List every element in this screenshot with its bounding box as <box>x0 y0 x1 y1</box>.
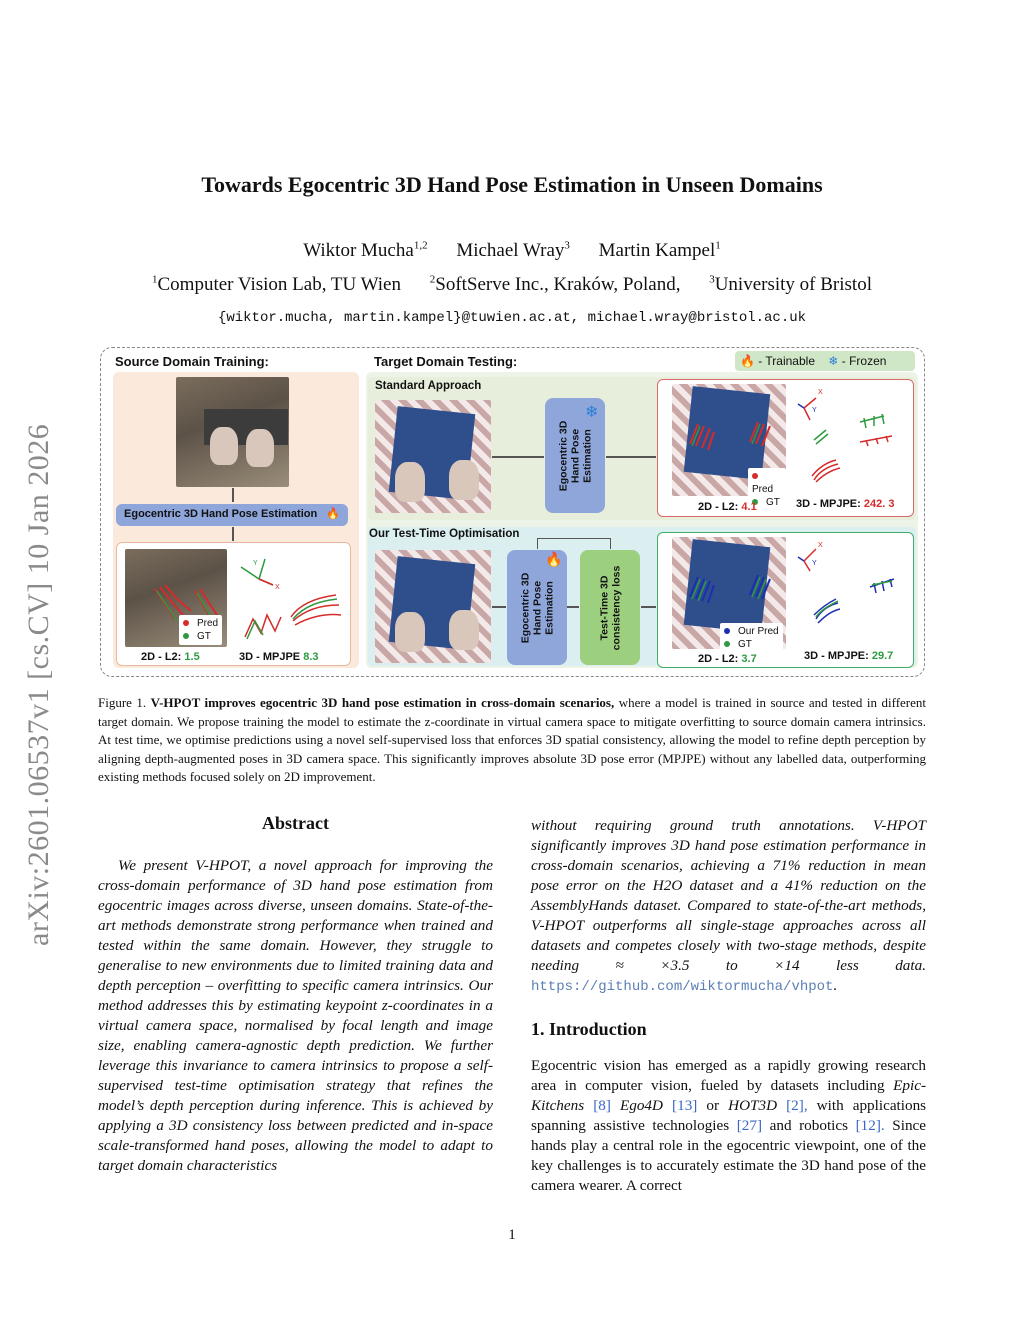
axis-x-label: X <box>818 542 823 549</box>
affiliation: $^3$University of Bristol <box>709 274 872 296</box>
intro-text: with applications spanning assistive technologies <box>531 1097 927 1134</box>
citation-link[interactable]: [2], <box>786 1097 808 1114</box>
feedback-arrow <box>537 538 611 549</box>
arrow-down <box>232 527 234 541</box>
page-number: 1 <box>508 1227 516 1243</box>
hand-image <box>395 612 425 652</box>
github-link[interactable]: https://github.com/wiktormucha/vhpot <box>531 979 834 995</box>
ourpred-gt-legend <box>720 623 783 653</box>
metric-label: 2D - L2: <box>141 651 182 663</box>
ours-pred-image <box>672 537 786 649</box>
legend-gt: GT <box>197 631 211 642</box>
metric-value: 29.7 <box>871 650 894 662</box>
axis-x-label: X <box>818 389 823 396</box>
citation-link[interactable]: [12]. <box>855 1117 885 1134</box>
axis-y-label: Y <box>253 560 258 567</box>
gt-dot-icon <box>183 633 189 639</box>
legend-our-pred: Our Pred <box>738 626 779 637</box>
hpe-module-label: Egocentric 3D Hand Pose Estimation <box>519 572 556 643</box>
source-desk-image <box>176 377 289 487</box>
hand-image <box>449 610 479 650</box>
hand-image <box>449 460 479 500</box>
hand-image <box>395 462 425 502</box>
flame-icon: 🔥 <box>545 553 563 568</box>
intro-text: and robotics <box>769 1117 849 1134</box>
snowflake-icon: ❄ <box>828 354 839 368</box>
trainable-frozen-legend <box>735 351 915 371</box>
pred-dot-icon <box>183 620 189 626</box>
axis-y-label: Y <box>812 407 817 414</box>
abstract-body: We present V-HPOT, a novel approach for improving the cross-domain performance of 3D hand pose estimation from egocentric images across diverse, unseen domains. State-of-the-art methods demonstrate strong performance when trained and tested within the same domain. However, they struggle to generalise to new environments due to limited training data and depth perception – overfitting to specific camera intrinsics. Our method addresses this by estimating keypoint z-coordinates in a virtual camera space, normalised by focal length and image size, enabling camera-agnostic depth prediction. We further leverage this invariance to camera intrinsics to propose a self-supervised test-time optimisation strategy that refines the model’s depth perception during inference. This is achieved by applying a 3D consistency loss between predicted and in-space scale-transformed hand poses, allowing the model to adapt to target domain characteristics <box>98 857 493 1174</box>
source-2d-metric <box>141 651 200 663</box>
arrow-right <box>492 606 506 608</box>
affiliation-list <box>0 274 1024 296</box>
author-list <box>0 240 1024 262</box>
arrow-right <box>492 456 544 458</box>
hand-image <box>210 427 238 465</box>
caption-bold: V-HPOT improves egocentric 3D hand pose estimation in cross-domain scenarios, <box>150 695 615 710</box>
legend-frozen: - Frozen <box>841 354 887 368</box>
affiliation: $^2$SoftServe Inc., Kraków, Poland, <box>429 274 681 296</box>
abstract-continuation: without requiring ground truth annotations. V-HPOT significantly improves 3D hand pose estimation performance in cross-domain scenarios, achieving a 71% reduction in mean pose error on the H2O dataset and a 41% reduction on the AssemblyHands dataset. Compared to state-of-the-art methods, V-HPOT outperforms all single-stage approaches across all datasets and competes closely with two-stage methods, despite needing ≈ ×3.5 to ×14 less data. https://github.com/wiktormucha/vhpot. <box>531 817 926 995</box>
caption-label: Figure 1. <box>98 695 147 710</box>
axis-x-label: X <box>275 584 280 591</box>
source-hpe-label: Egocentric 3D Hand Pose Estimation <box>124 508 318 520</box>
metric-value: 8.3 <box>303 651 319 663</box>
ours-label: Our Test-Time Optimisation <box>369 528 520 540</box>
legend-pred: Pred <box>752 484 774 495</box>
standard-2d-metric <box>698 501 757 513</box>
figure-caption <box>98 694 926 787</box>
arrow-right <box>606 456 656 458</box>
standard-input-image <box>375 400 491 513</box>
intro-paragraph <box>531 1056 926 1196</box>
citation-link[interactable]: [27] <box>736 1117 763 1134</box>
caption-text: where a model is trained in source and tested in different target domain. We propose training the model to estimate the z-coordinate in virtual camera space to mitigate overfitting to source domain camera intrinsics. At test time, we optimise predictions using a novel self-supervised loss that enforces 3D spatial consistency, allowing the model to refine depth perception by aligning depth-augmented poses in 3D camera space. This significantly improves absolute 3D pose error (MPJPE) without any labelled data, outperforming existing methods focused solely on 2D improvement. <box>98 695 927 784</box>
standard-3d-metric <box>796 498 894 510</box>
metric-value: 4.1 <box>741 501 757 513</box>
intro-text: Since hands play a central role in the egocentric viewpoint, one of the key challenges is to accurately estimate the 3D hand pose of the camera wearer. A correct <box>531 1117 927 1194</box>
author: Martin Kampel$^1$ <box>598 240 721 262</box>
axis-y-label: Y <box>812 560 817 567</box>
standard-3d-pose-plot <box>790 382 910 494</box>
flame-icon: 🔥 <box>326 508 340 520</box>
arrow-down <box>232 488 234 502</box>
metric-label: 3D - MPJPE <box>239 651 301 663</box>
ours-3d-pose-plot <box>790 535 910 643</box>
author-emails: {wiktor.mucha, martin.kampel}@tuwien.ac.at, michael.wray@bristol.ac.uk <box>217 310 807 326</box>
intro-text: Egocentric vision has emerged as a rapidly growing research area in computer vision, fueled by datasets including <box>531 1057 926 1094</box>
metric-label: 3D - MPJPE: <box>804 650 869 662</box>
metric-label: 3D - MPJPE: <box>796 498 861 510</box>
arxiv-stamp: arXiv:2601.06537v1 [cs.CV] 10 Jan 2026 <box>22 423 55 946</box>
metric-value: 1.5 <box>184 651 200 663</box>
metric-label: 2D - L2: <box>698 653 739 665</box>
intro-heading: 1. Introduction <box>531 1019 647 1039</box>
legend-gt: GT <box>738 639 752 650</box>
metric-value: 3.7 <box>741 653 757 665</box>
dataset-name: Ego4D <box>619 1097 663 1114</box>
author: Wiktor Mucha$^{1,2}$ <box>303 240 428 262</box>
citation-link[interactable]: [13] <box>672 1097 698 1114</box>
legend-pred: Pred <box>197 618 219 629</box>
source-pred-image <box>125 549 227 647</box>
arrow-right <box>641 606 656 608</box>
hpe-module-label: Egocentric 3D Hand Pose Estimation <box>557 420 594 491</box>
abstract-continuation-text: without requiring ground truth annotations. V-HPOT significantly improves 3D hand pose estimation performance in cross-domain scenarios, achieving a 71% reduction in mean pose error on the H2O dataset and a 41% reduction on the AssemblyHands dataset. Compared to state-of-the-art methods, V-HPOT outperforms all single-stage approaches across all datasets and competes closely with two-stage methods, despite needing ≈ ×3.5 to ×14 less data. <box>531 817 926 974</box>
dataset-name: HOT3D <box>728 1097 778 1114</box>
metric-label: 2D - L2: <box>698 501 739 513</box>
ours-result-box <box>657 532 914 668</box>
target-heading: Target Domain Testing: <box>374 354 518 369</box>
arrow-right <box>567 606 579 608</box>
source-result-box <box>116 542 351 666</box>
author: Michael Wray$^3$ <box>456 240 570 262</box>
dataset-name: Epic-Kitchens <box>531 1077 926 1114</box>
ours-input-image <box>375 550 491 663</box>
intro-text: or <box>706 1097 720 1114</box>
ours-2d-metric <box>698 653 757 665</box>
source-3d-pose-plot <box>231 547 349 647</box>
ours-3d-metric <box>804 650 893 662</box>
pred-gt-legend <box>179 615 222 645</box>
flame-icon: 🔥 <box>740 354 755 368</box>
abstract-heading: Abstract <box>262 813 329 833</box>
standard-result-box <box>657 379 914 517</box>
source-hpe-module <box>116 504 348 526</box>
gt-dot-icon <box>724 641 730 647</box>
source-heading: Source Domain Training: <box>115 354 269 369</box>
snowflake-icon: ❄ <box>585 404 599 421</box>
our-pred-dot-icon <box>724 628 730 634</box>
hand-image <box>246 429 274 467</box>
pred-dot-icon <box>752 473 758 479</box>
legend-trainable: - Trainable <box>758 354 815 368</box>
affiliation: $^1$Computer Vision Lab, TU Wien <box>152 274 401 296</box>
consistency-loss-module <box>580 550 640 665</box>
paper-title: Towards Egocentric 3D Hand Pose Estimation in Unseen Domains <box>201 172 823 197</box>
citation-link[interactable]: [8] <box>593 1097 611 1114</box>
consistency-loss-label: Test-Time 3D consistency loss <box>598 565 622 650</box>
standard-approach-label: Standard Approach <box>375 380 482 392</box>
source-3d-metric <box>239 651 319 663</box>
metric-value: 242. 3 <box>863 498 895 510</box>
legend-gt: GT <box>766 497 780 508</box>
